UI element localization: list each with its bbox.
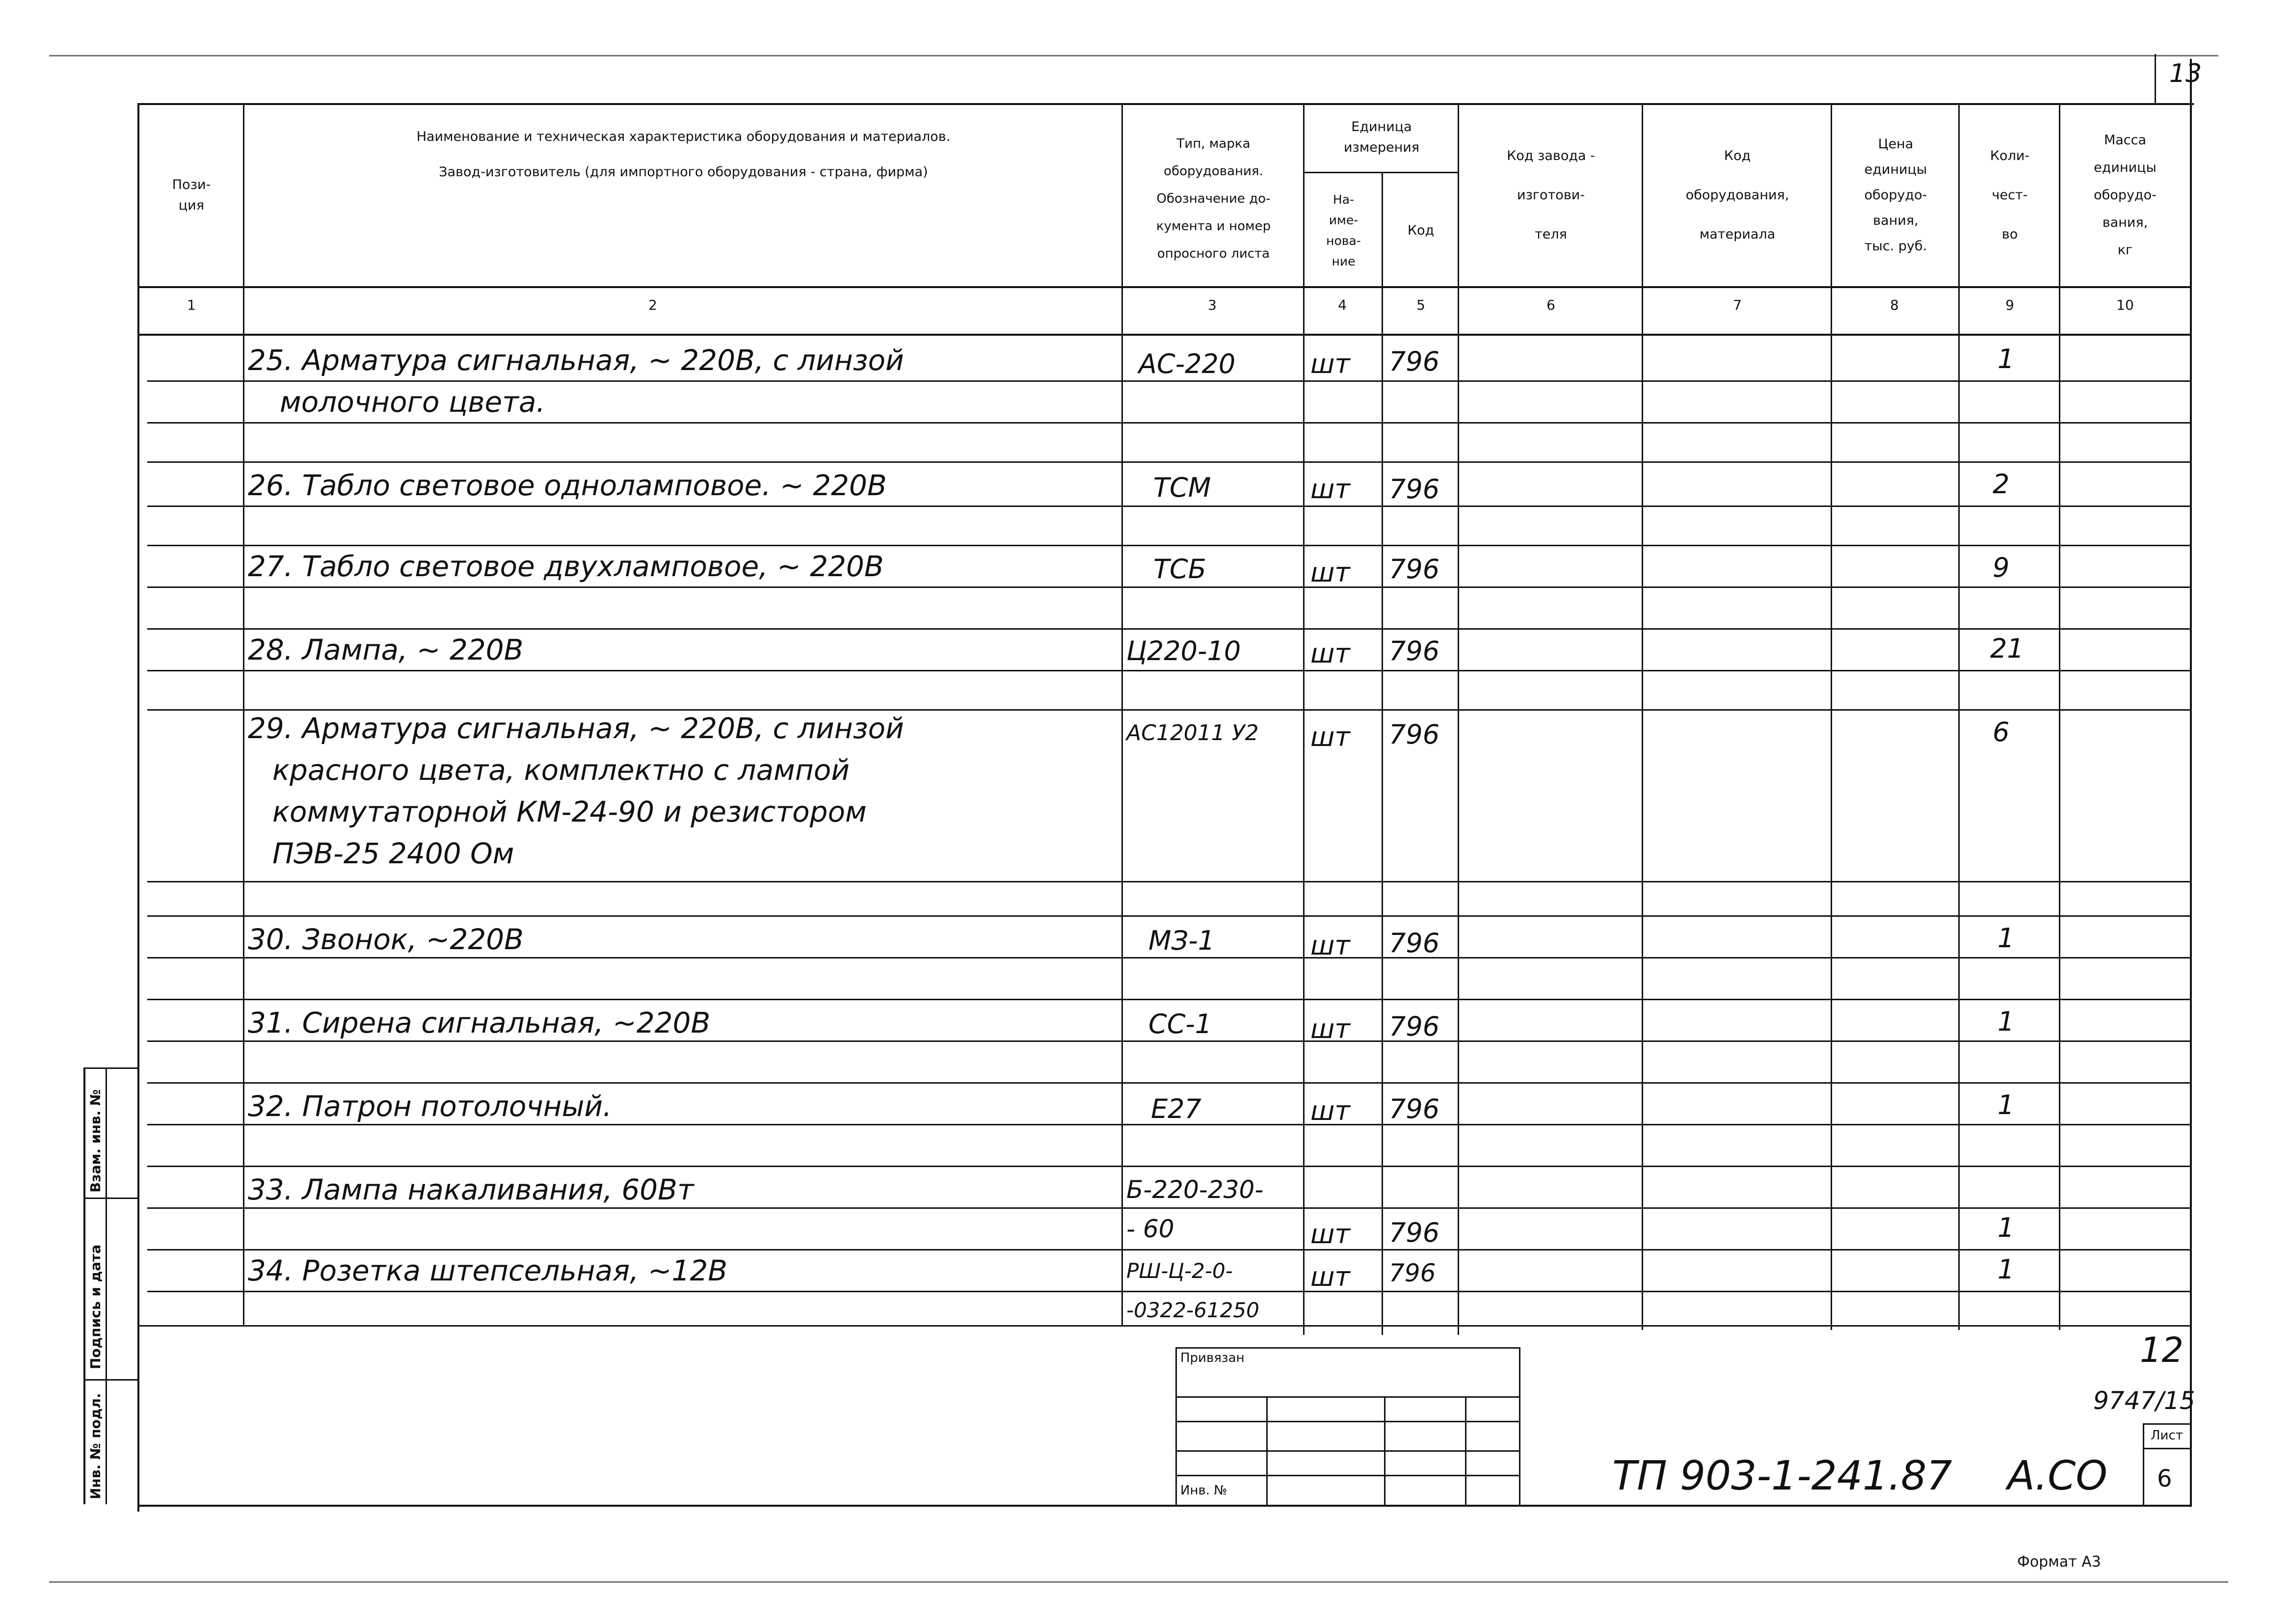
row-26-unit: шт — [1310, 474, 1350, 505]
row-31-name: 31. Сирена сигнальная, ~220В — [248, 1006, 711, 1039]
row-rule — [147, 506, 2192, 507]
column-number: 1 — [187, 297, 196, 313]
row-rule — [147, 1040, 2192, 1042]
row-rule — [147, 1166, 2192, 1167]
row-25-type: АС-220 — [1139, 348, 1236, 379]
row-34-type-line2: -0322-61250 — [1126, 1298, 1259, 1322]
row-34-qty: 1 — [1998, 1254, 2015, 1285]
col-line-1 — [243, 103, 244, 1325]
header-quantity: Коли- чест- во — [1990, 148, 2030, 242]
row-rule — [147, 380, 2192, 382]
side-stamp-rule — [83, 1379, 138, 1381]
row-32-qty: 1 — [1998, 1090, 2015, 1120]
row-31-type: СС-1 — [1148, 1009, 1212, 1039]
header-unit-name: На- име- нова- ние — [1326, 192, 1361, 268]
row-25-name-line1: 25. Арматура сигнальная, ~ 220В, с линзой — [248, 344, 904, 377]
header-position: Пози- ция — [172, 177, 211, 213]
row-rule — [147, 881, 2192, 882]
privyazan-top — [1175, 1347, 1519, 1349]
row-rule — [147, 957, 2192, 958]
row-25-code: 796 — [1389, 346, 1440, 377]
privyazan-right — [1519, 1347, 1520, 1507]
column-number: 7 — [1733, 297, 1742, 313]
header-unit-price: Цена единицы оборудо- вания, тыс. руб. — [1864, 136, 1927, 254]
row-29-unit: шт — [1310, 721, 1350, 752]
row-31-unit: шт — [1310, 1013, 1350, 1044]
privyazan-rule — [1175, 1475, 1519, 1476]
sheet-box-left — [2143, 1423, 2144, 1507]
side-label-signature-date: Подпись и дата — [87, 1244, 104, 1369]
row-29-name-line3: коммутаторной КМ-24-90 и резистором — [272, 795, 867, 828]
row-25-qty: 1 — [1998, 344, 2015, 374]
row-33-code: 796 — [1389, 1217, 1440, 1248]
side-label-replace-inv: Взам. инв. № — [87, 1089, 104, 1193]
header-name: Наименование и техническая характеристика оборудования и материалов. Завод-изготовитель (для импортного оборудования - страна, фирма) — [416, 129, 951, 180]
row-33-type-line2: - 60 — [1126, 1215, 1174, 1243]
row-31-code: 796 — [1389, 1011, 1440, 1042]
col-line-7 — [1831, 103, 1832, 1330]
row-28-qty: 21 — [1990, 633, 2024, 664]
row-30-name: 30. Звонок, ~220В — [248, 923, 524, 956]
row-28-code: 796 — [1389, 636, 1440, 666]
col-line-9 — [2059, 103, 2060, 1330]
header-plant-code: Код завода - изготови- теля — [1507, 148, 1595, 242]
row-25-name-line2: молочного цвета. — [280, 385, 545, 419]
privyazan-left — [1175, 1347, 1177, 1507]
column-number: 5 — [1416, 297, 1425, 313]
row-34-code: 796 — [1389, 1259, 1436, 1287]
title-block-top-rule — [137, 1325, 2192, 1327]
row-rule — [147, 586, 2192, 588]
header-unit-group: Единица измерения — [1343, 119, 1420, 155]
document-suffix: А.СО — [2007, 1453, 2107, 1499]
sheet-box-rule — [2143, 1448, 2192, 1449]
col-line-2 — [1121, 103, 1123, 1325]
row-29-code: 796 — [1389, 719, 1440, 750]
row-29-qty: 6 — [1993, 717, 2010, 747]
row-30-code: 796 — [1389, 928, 1440, 958]
page-bottom-rule — [49, 1581, 2228, 1583]
row-28-name: 28. Лампа, ~ 220В — [248, 633, 524, 666]
inv-no-label: Инв. № — [1180, 1483, 1227, 1498]
row-29-name-line2: красного цвета, комплектно с лампой — [272, 753, 850, 787]
row-34-unit: шт — [1310, 1261, 1350, 1292]
header-bottom-rule — [137, 286, 2192, 288]
row-rule — [147, 545, 2192, 546]
row-32-type: Е27 — [1151, 1093, 1201, 1124]
side-stamp-rule — [83, 1067, 138, 1069]
row-34-name: 34. Розетка штепсельная, ~12В — [248, 1254, 728, 1287]
page-top-rule — [49, 55, 2218, 56]
row-32-name: 32. Патрон потолочный. — [248, 1090, 612, 1123]
row-26-code: 796 — [1389, 474, 1440, 505]
row-27-code: 796 — [1389, 554, 1440, 585]
row-27-qty: 9 — [1993, 552, 2010, 583]
table-left-border — [137, 103, 139, 1512]
side-stamp-rule — [83, 1198, 138, 1199]
sheet-number: 6 — [2157, 1465, 2172, 1492]
row-32-code: 796 — [1389, 1093, 1440, 1124]
row-27-name: 27. Табло световое двухламповое, ~ 220В — [248, 550, 884, 583]
privyazan-col — [1465, 1396, 1466, 1507]
row-28-type: Ц220-10 — [1126, 636, 1241, 666]
row-32-unit: шт — [1310, 1095, 1350, 1126]
side-stamp-inner-border — [106, 1067, 107, 1504]
col-line-4 — [1382, 172, 1383, 1335]
row-26-qty: 2 — [1993, 469, 2010, 500]
privyazan-col — [1384, 1396, 1385, 1507]
column-number: 2 — [648, 297, 657, 313]
column-number: 10 — [2116, 297, 2134, 313]
col-line-3 — [1303, 103, 1305, 1335]
row-29-name-line4: ПЭВ-25 2400 Ом — [272, 837, 514, 870]
column-number: 8 — [1890, 297, 1899, 313]
sheet-box-top — [2143, 1423, 2192, 1425]
privyazan-rule — [1175, 1396, 1519, 1398]
frame-right-border — [2190, 59, 2192, 1507]
privyazan-rule — [1175, 1421, 1519, 1422]
row-rule — [147, 999, 2192, 1000]
row-rule — [147, 1291, 2192, 1292]
row-26-name: 26. Табло световое одноламповое. ~ 220В — [248, 469, 887, 502]
colnum-bottom-rule — [137, 334, 2192, 336]
row-29-name-line1: 29. Арматура сигнальная, ~ 220В, с линзой — [248, 712, 904, 745]
privyazan-rule — [1175, 1450, 1519, 1452]
row-26-type: ТСМ — [1153, 472, 1211, 503]
table-top-border — [137, 103, 2194, 105]
unit-group-rule — [1303, 172, 1459, 173]
row-rule — [147, 915, 2192, 917]
row-25-unit: шт — [1310, 348, 1350, 379]
side-label-original-inv: Инв. № подл. — [87, 1393, 104, 1499]
header-unit-mass: Масса единицы оборудо- вания, кг — [2094, 132, 2157, 258]
row-27-unit: шт — [1310, 557, 1350, 588]
handwritten-number: 12 — [2140, 1330, 2184, 1370]
row-33-unit: шт — [1310, 1219, 1350, 1250]
row-33-type-line1: Б-220-230- — [1126, 1175, 1264, 1204]
column-number: 4 — [1338, 297, 1347, 313]
row-rule — [147, 422, 2192, 424]
row-rule — [147, 1249, 2192, 1251]
row-rule — [147, 461, 2192, 463]
row-rule — [147, 670, 2192, 671]
row-29-type: АС12011 У2 — [1126, 720, 1259, 745]
format-label: Формат А3 — [2017, 1553, 2101, 1571]
row-rule — [147, 1207, 2192, 1209]
handwritten-reference: 9747/15 — [2093, 1386, 2195, 1415]
header-equipment-code: Код оборудования, материала — [1685, 148, 1789, 242]
col-line-8 — [1958, 103, 1960, 1330]
column-number: 6 — [1546, 297, 1555, 313]
col-line-6 — [1642, 103, 1643, 1330]
row-rule — [147, 709, 2192, 711]
row-30-type: МЗ-1 — [1148, 925, 1215, 956]
row-34-type-line1: РШ-Ц-2-0- — [1126, 1259, 1233, 1283]
side-stamp-left-border — [83, 1067, 85, 1504]
row-33-name: 33. Лампа накаливания, 60Вт — [248, 1173, 694, 1206]
row-30-qty: 1 — [1998, 923, 2015, 954]
col-line-5 — [1458, 103, 1459, 1335]
header-unit-code: Код — [1407, 223, 1435, 238]
row-30-unit: шт — [1310, 930, 1350, 961]
privyazan-label: Привязан — [1180, 1351, 1245, 1365]
sheet-corner-number: 13 — [2169, 59, 2202, 88]
frame-bottom-border — [137, 1505, 2192, 1507]
row-rule — [147, 1082, 2192, 1084]
row-28-unit: шт — [1310, 638, 1350, 669]
corner-divider — [2155, 54, 2156, 103]
sheet-label: Лист — [2151, 1428, 2183, 1443]
row-rule — [147, 628, 2192, 630]
column-number: 3 — [1208, 297, 1217, 313]
row-31-qty: 1 — [1998, 1006, 2015, 1037]
column-number: 9 — [2005, 297, 2014, 313]
document-code: ТП 903-1-241.87 — [1612, 1453, 1952, 1499]
privyazan-col — [1266, 1396, 1268, 1507]
row-27-type: ТСБ — [1153, 554, 1206, 585]
row-33-qty: 1 — [1998, 1212, 2015, 1243]
header-type: Тип, марка оборудования. Обозначение до- кумента и номер опросного листа — [1156, 136, 1271, 261]
